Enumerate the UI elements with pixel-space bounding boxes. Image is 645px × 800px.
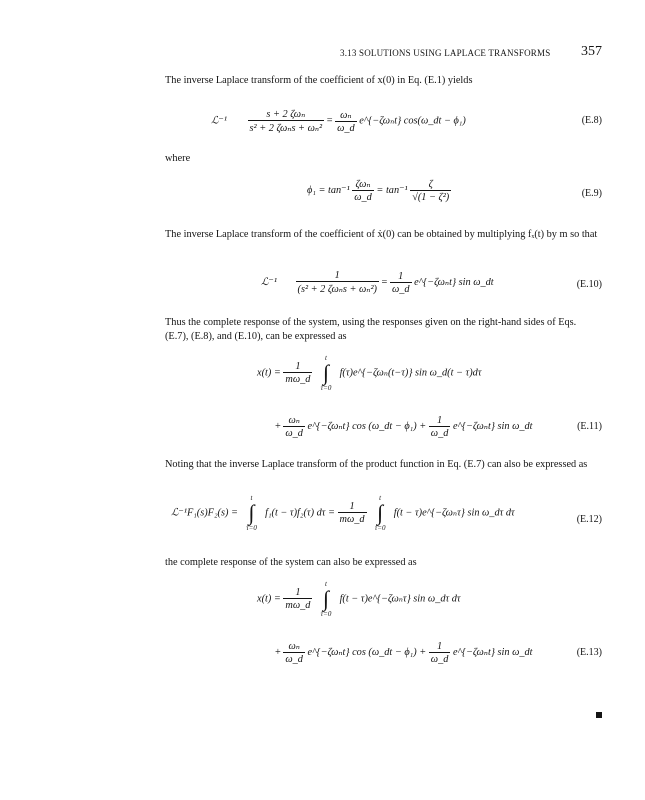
equals-sign: = xyxy=(326,115,333,127)
paragraph-2: where xyxy=(165,153,191,164)
integrand: f(t − τ)e^{−ζωₙτ} sin ω_dτ dτ xyxy=(339,593,461,605)
equation-e11 xyxy=(165,354,602,462)
integral-lower-limit: τ=0 xyxy=(246,524,257,532)
fraction-2 xyxy=(410,179,451,203)
fraction-coefficient xyxy=(283,587,312,611)
fraction-numerator: 1 xyxy=(334,270,340,281)
integral-lower-limit: τ=0 xyxy=(374,524,386,532)
equation-number: (E.8) xyxy=(581,115,602,126)
fraction-denominator: ω_d xyxy=(354,192,372,203)
paragraph-6: the complete response of the system can also be expressed as xyxy=(165,557,417,568)
fraction-numerator: ζ xyxy=(428,178,433,190)
page-number: 357 xyxy=(581,44,602,59)
laplace-operator: ℒ⁻¹ xyxy=(211,115,227,127)
running-header xyxy=(340,44,602,64)
fraction-numerator: s + 2 ζωₙ xyxy=(266,109,306,120)
paragraph-5: Noting that the inverse Laplace transform of the product function in Eq. (E.7) can also be expressed as xyxy=(165,459,588,470)
equation-number: (E.13) xyxy=(576,647,602,658)
integral-upper-limit: t xyxy=(325,580,327,588)
equation-number: (E.11) xyxy=(577,421,602,432)
equation-e12 xyxy=(165,494,602,548)
fraction-denominator: ω_d xyxy=(430,427,449,439)
sine-term: e^{−ζωₙt} sin ω_dt xyxy=(452,420,533,432)
arctan-equals: = tan⁻¹ xyxy=(376,184,408,196)
fraction-numerator: 1 xyxy=(437,640,443,652)
fraction-omega-ratio xyxy=(283,414,305,439)
integrand-1: f₁(t − τ)f₂(τ) dτ = xyxy=(265,507,335,519)
fraction-denominator: ω_d xyxy=(337,122,355,134)
integral-upper-limit: t xyxy=(379,494,382,502)
integral-sign-2: t ∫ τ=0 xyxy=(369,494,391,532)
fraction-rhs xyxy=(390,271,412,295)
fraction-denominator: √(1 − ζ²) xyxy=(412,191,450,203)
fraction-coefficient xyxy=(283,361,312,385)
fraction-numerator: ωₙ xyxy=(288,641,300,652)
integrand: f(τ)e^{−ζωₙ(t−τ)} sin ω_d(t − τ)dτ xyxy=(339,367,482,379)
equation-e13 xyxy=(165,580,602,690)
paragraph-3: The inverse Laplace transform of the coefficient of ẋ(0) can be obtained by multiplying fₓ(t) by m so that xyxy=(165,229,598,240)
integral-upper-limit: t xyxy=(250,494,253,502)
equation-number: (E.10) xyxy=(576,279,602,290)
equals-sign: = xyxy=(381,276,388,288)
fraction-omega-ratio xyxy=(283,640,305,665)
fraction-lhs xyxy=(296,270,379,295)
fraction-coefficient xyxy=(338,501,367,525)
paragraph-4: Thus the complete response of the system, using the responses given on the right-hand sides of Eqs. (E.7), (E.8), and (E.10), can be expressed as xyxy=(165,317,577,342)
phi-definition: ϕ₁ = tan⁻¹ xyxy=(307,184,350,196)
fraction-numerator: ωₙ xyxy=(340,109,352,121)
expression-tail: e^{−ζωₙt} cos(ω_dt − ϕ₁) xyxy=(359,115,466,127)
integral-lower-limit: τ=0 xyxy=(320,610,332,618)
laplace-operator: ℒ⁻¹ xyxy=(261,276,277,288)
fraction-numerator: ζωₙ xyxy=(355,179,371,190)
equation-number: (E.9) xyxy=(581,188,602,199)
fraction-numerator: 1 xyxy=(295,361,301,372)
fraction-rhs xyxy=(335,109,357,134)
response-lhs: x(t) = xyxy=(257,367,281,379)
fraction-denominator: s² + 2 ζωₙs + ωₙ² xyxy=(248,120,325,134)
fraction-numerator: 1 xyxy=(398,270,404,282)
end-of-proof-square xyxy=(596,712,602,718)
equation-e10 xyxy=(165,264,602,308)
integrand-2: f(t − τ)e^{−ζωₙτ} sin ω_dτ dτ xyxy=(393,507,515,519)
fraction-denominator: (s² + 2 ζωₙs + ωₙ²) xyxy=(296,281,379,295)
fraction-1 xyxy=(352,178,374,203)
paragraph-1: The inverse Laplace transform of the coefficient of x(0) in Eq. (E.1) yields xyxy=(165,75,473,86)
fraction-denominator: mω_d xyxy=(285,600,311,611)
integral-sign-1: t ∫ τ=0 xyxy=(241,494,263,532)
equation-e9 xyxy=(165,172,602,218)
fraction-denominator: ω_d xyxy=(391,283,410,295)
fraction-denominator: mω_d xyxy=(285,374,311,385)
fraction-numerator: 1 xyxy=(295,587,301,598)
fraction-inverse-omega xyxy=(429,641,451,665)
equation-number: (E.12) xyxy=(576,514,602,525)
fraction-numerator: ωₙ xyxy=(288,415,300,426)
section-title: 3.13 SOLUTIONS USING LAPLACE TRANSFORMS xyxy=(340,48,551,58)
fraction-numerator: 1 xyxy=(349,501,355,512)
fraction-numerator: 1 xyxy=(437,414,443,426)
expression-tail: e^{−ζωₙt} sin ω_dt xyxy=(414,276,494,288)
plus-sign: + xyxy=(275,646,281,658)
fraction-denominator: ω_d xyxy=(430,653,449,665)
integral-lower-limit: τ=0 xyxy=(320,384,332,392)
cosine-term: e^{−ζωₙt} cos (ω_dt − ϕ₁) + xyxy=(307,420,427,432)
cosine-term: e^{−ζωₙt} cos (ω_dt − ϕ₁) + xyxy=(307,646,427,658)
plus-sign: + xyxy=(275,420,281,432)
integral-upper-limit: t xyxy=(325,354,327,362)
response-lhs: x(t) = xyxy=(257,593,281,605)
fraction-denominator: ω_d xyxy=(285,428,303,439)
fraction-denominator: mω_d xyxy=(339,514,365,525)
fraction-lhs xyxy=(248,108,325,134)
fraction-inverse-omega xyxy=(429,415,451,439)
fraction-denominator: ω_d xyxy=(285,654,303,665)
integral-sign: t ∫ τ=0 xyxy=(315,580,337,618)
sine-term: e^{−ζωₙt} sin ω_dt xyxy=(452,646,533,658)
convolution-lhs: ℒ⁻¹F₁(s)F₂(s) = xyxy=(171,507,238,519)
equation-e8 xyxy=(165,98,602,146)
integral-sign: t ∫ τ=0 xyxy=(315,354,337,392)
